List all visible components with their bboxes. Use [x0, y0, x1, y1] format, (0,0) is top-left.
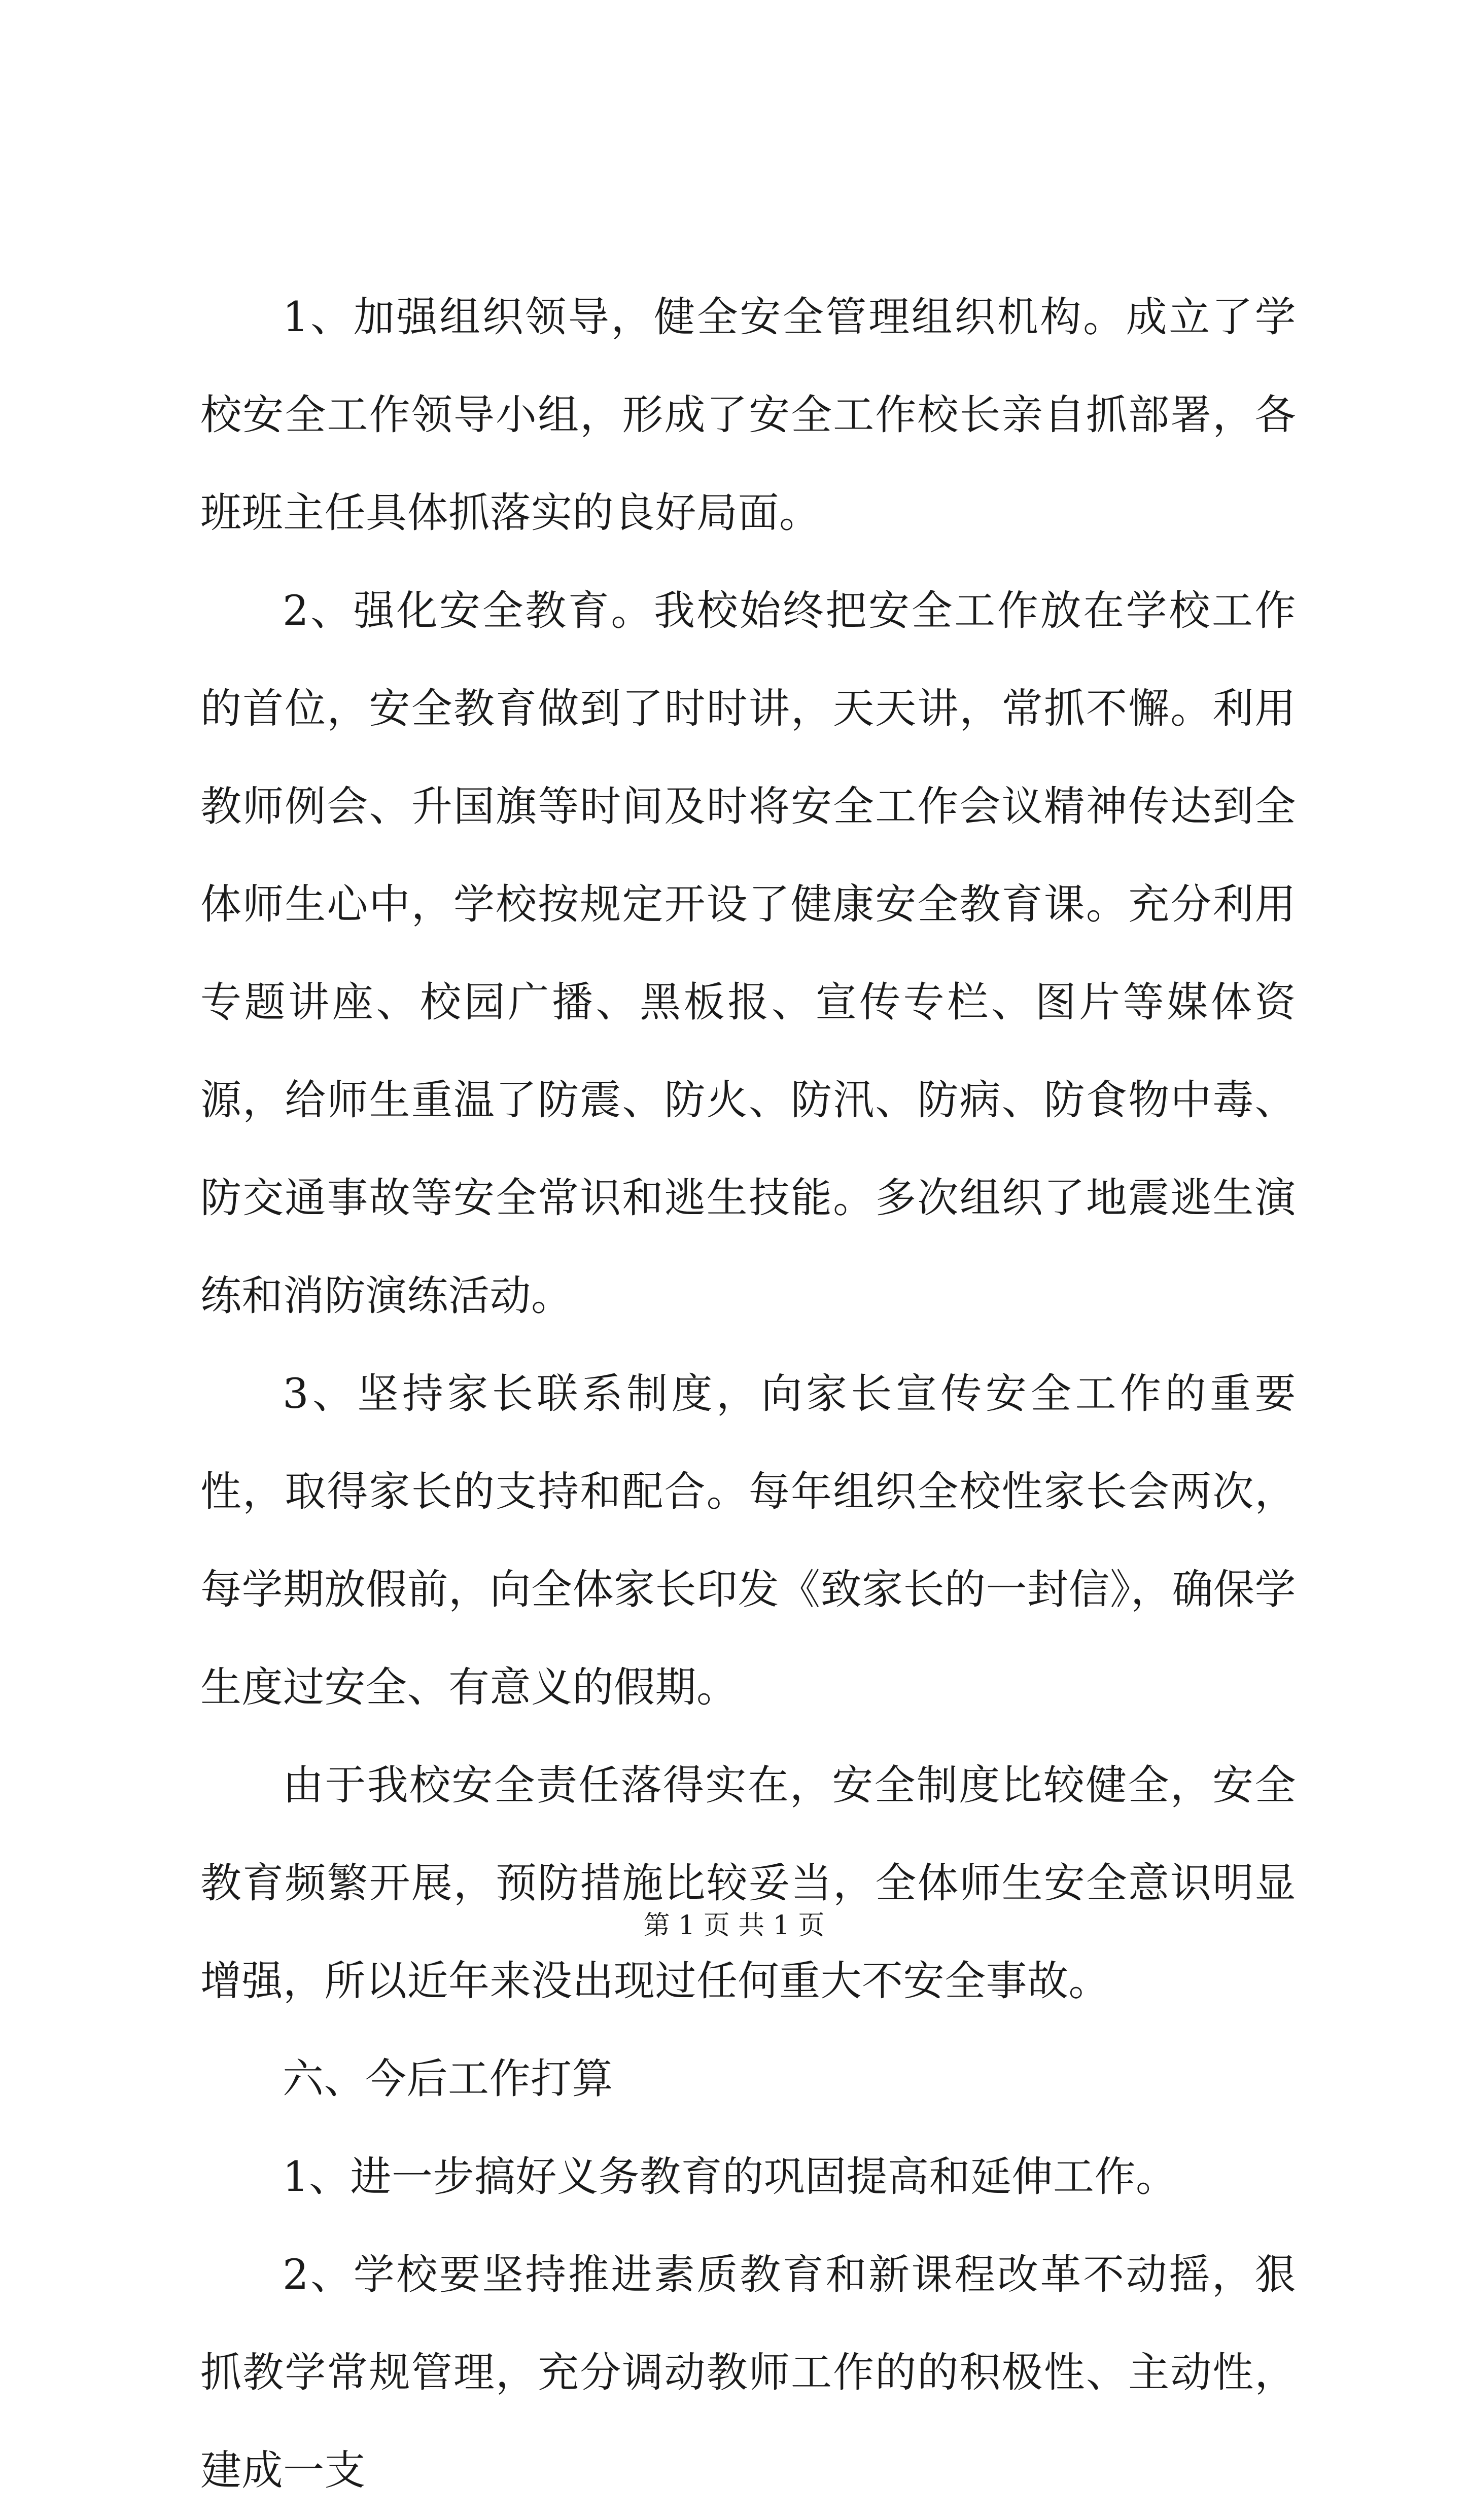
document-body — [200, 269, 1296, 2520]
paragraph-plan-2: 2、学校要坚持推进素质教育和新课程改革不动摇，狠抓教学常规管理，充分调动教师工作的的积极性、主动性，建成一支 — [200, 2251, 1296, 2495]
paragraph-plan-1: 1、进一步搞好义务教育的巩固提高和延伸工作。 — [283, 2153, 1177, 2201]
paragraph-parent-contact: 3、坚持家长联系制度，向家长宣传安全工作的重要性，取得家长的支持和配合。每年组织全校性家长会两次，每学期放假前，向全体家长印发《致家长的一封信》，确保学生度过安全、有意义的假期。 — [200, 1370, 1297, 1712]
page-footer: 第 1 页 共 1 页 — [643, 1910, 825, 1941]
paragraph-organization: 1、加强组织领导，健全安全管理组织机构。成立了学校安全工作领导小组，形成了安全工作校长亲自抓部署，各班班主任具体抓落实的良好局面。 — [200, 294, 1296, 537]
paragraph-summary: 由于我校安全责任落得实在，安全制度比较健全，安全教育频繁开展，预防措施比较妥当，全体师生安全意识明显增强，所以近年来没出现过任何重大不安全事故。 — [200, 1762, 1296, 2005]
paragraph-safety-education: 2、强化安全教育。我校始终把安全工作放在学校工作的首位，安全教育做到了时时讲，天天讲，常抓不懈。利用教师例会、升国旗等时间及时将安全工作会议精神传达到全体师生心中，学校按规定开设了健康安全教育课。充分利用专题讲座、校园广播、黑板报、宣传专栏、图片等媒体资源，给师生重温了防震、防火、防汛、防病、防食物中毒、防交通事故等安全常识和逃生技能。多次组织了地震逃生演练和消防演练活动。 — [200, 587, 1296, 1320]
section-heading-future-plans: 六、今后工作打算 — [283, 2055, 614, 2103]
